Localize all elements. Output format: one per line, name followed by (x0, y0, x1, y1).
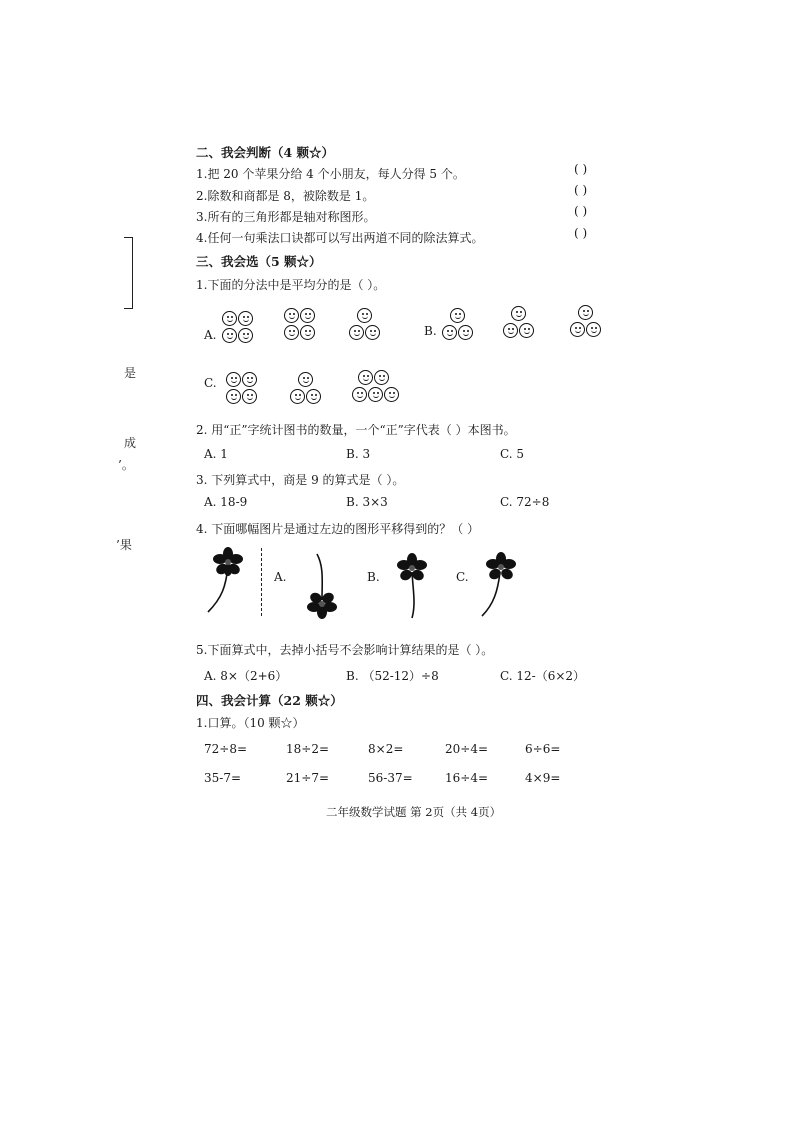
smiley-face-icon (384, 387, 399, 402)
choice-q4-text: 4. 下面哪幅图片是通过左边的图形平移得到的？（ ） (196, 522, 480, 536)
smiley-face-icon (284, 325, 299, 340)
smiley-face-icon (226, 372, 241, 387)
q3-option-c[interactable]: C. 72÷8 (500, 495, 550, 509)
choice-q5-text: 5.下面算式中，去掉小括号不会影响计算结果的是（ ）。 (196, 643, 494, 657)
smiley-face-icon (222, 311, 237, 326)
calc-item: 6÷6= (525, 742, 561, 756)
smiley-face-icon (374, 370, 389, 385)
smiley-face-icon (578, 305, 593, 320)
choice-q2-text: 2. 用“正”字统计图书的数量，一个“正”字代表（ ）本图书。 (196, 423, 516, 437)
q4-option-a-label[interactable]: A. (274, 570, 287, 584)
margin-fragment: ’果 (116, 538, 132, 552)
q4-option-c-label[interactable]: C. (456, 570, 469, 584)
smiley-face-icon (442, 325, 457, 340)
answer-blank-4[interactable]: ( ) (574, 226, 588, 240)
smiley-face-icon (284, 308, 299, 323)
smiley-face-icon (300, 325, 315, 340)
smiley-face-icon (352, 387, 367, 402)
smiley-face-icon (586, 322, 601, 337)
flower-original-icon (200, 548, 260, 616)
smiley-face-icon (458, 325, 473, 340)
margin-fragment: ’。 (118, 458, 134, 472)
q2-option-a[interactable]: A. 1 (204, 447, 228, 461)
margin-fragment: 成 (124, 436, 137, 450)
q2-option-b[interactable]: B. 3 (346, 447, 371, 461)
judge-item-1: 1.把 20 个苹果分给 4 个小朋友，每人分得 5 个。 (196, 167, 465, 181)
smiley-face-icon (242, 372, 257, 387)
calc-item: 16÷4= (445, 771, 489, 785)
margin-fragment: 是 (124, 366, 137, 380)
smiley-face-icon (511, 306, 526, 321)
smiley-face-icon (519, 323, 534, 338)
q2-option-c[interactable]: C. 5 (500, 447, 525, 461)
calc-item: 20÷4= (445, 742, 489, 756)
section-3-title: 三、我会选（5 颗☆） (196, 254, 322, 269)
judge-item-2: 2.除数和商都是 8，被除数是 1。 (196, 189, 375, 203)
smiley-face-icon (306, 389, 321, 404)
choice-q3-text: 3. 下列算式中，商是 9 的算式是（ ）。 (196, 473, 405, 487)
binding-bracket (124, 237, 133, 309)
calc-item: 56-37= (368, 771, 413, 785)
section-2-title: 二、我会判断（4 颗☆） (196, 145, 335, 160)
smiley-face-icon (222, 328, 237, 343)
q1-option-b-label[interactable]: B. (424, 324, 437, 338)
calc-item: 4×9= (525, 771, 561, 785)
q1-option-a-label[interactable]: A. (204, 328, 217, 342)
flower-option-c-icon (476, 552, 526, 620)
judge-item-3: 3.所有的三角形都是轴对称图形。 (196, 210, 376, 224)
q5-option-b[interactable]: B. （52-12）÷8 (346, 669, 439, 683)
q3-option-b[interactable]: B. 3×3 (346, 495, 388, 509)
smiley-face-icon (357, 308, 372, 323)
calc-item: 72÷8= (204, 742, 248, 756)
page-footer: 二年级数学试题 第 2页（共 4页） (326, 805, 502, 819)
smiley-face-icon (450, 308, 465, 323)
divider-dashed (261, 548, 262, 616)
smiley-face-icon (368, 387, 383, 402)
flower-option-b-icon (392, 552, 437, 620)
smiley-face-icon (300, 308, 315, 323)
calc-item: 35-7= (204, 771, 242, 785)
smiley-face-icon (226, 389, 241, 404)
smiley-face-icon (365, 325, 380, 340)
mental-math-subtitle: 1.口算。（10 颗☆） (196, 716, 305, 730)
smiley-face-icon (349, 325, 364, 340)
smiley-face-icon (238, 311, 253, 326)
choice-q1-text: 1.下面的分法中是平均分的是（ ）。 (196, 278, 386, 292)
smiley-face-icon (570, 322, 585, 337)
q3-option-a[interactable]: A. 18-9 (204, 495, 248, 509)
judge-item-4: 4.任何一句乘法口诀都可以写出两道不同的除法算式。 (196, 231, 484, 245)
calc-item: 8×2= (368, 742, 404, 756)
answer-blank-1[interactable]: ( ) (574, 162, 588, 176)
smiley-face-icon (503, 323, 518, 338)
answer-blank-2[interactable]: ( ) (574, 183, 588, 197)
flower-option-a-icon (300, 552, 345, 620)
calc-item: 21÷7= (286, 771, 330, 785)
smiley-face-icon (358, 370, 373, 385)
q4-option-b-label[interactable]: B. (367, 570, 380, 584)
section-4-title: 四、我会计算（22 颗☆） (196, 693, 343, 708)
smiley-face-icon (290, 389, 305, 404)
calc-item: 18÷2= (286, 742, 330, 756)
q5-option-c[interactable]: C. 12-（6×2） (500, 669, 586, 683)
answer-blank-3[interactable]: ( ) (574, 204, 588, 218)
q1-option-c-label[interactable]: C. (204, 376, 217, 390)
smiley-face-icon (242, 389, 257, 404)
q5-option-a[interactable]: A. 8×（2+6） (204, 669, 288, 683)
smiley-face-icon (238, 328, 253, 343)
smiley-face-icon (298, 372, 313, 387)
